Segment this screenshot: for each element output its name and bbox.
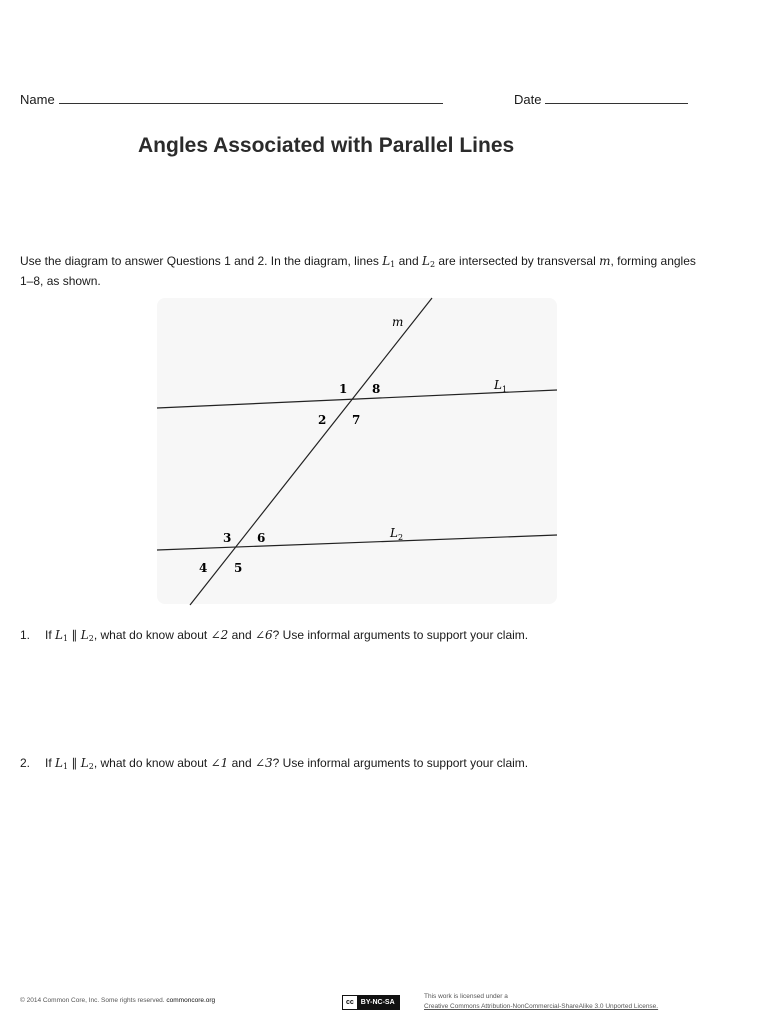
license-badge-text: BY-NC-SA — [357, 996, 399, 1009]
license-link[interactable]: Creative Commons Attribution-NonCommercial-ShareAlike 3.0 Unported License. — [424, 1003, 659, 1010]
angle-4-label: 4 — [199, 561, 208, 575]
angle-5-label: 5 — [234, 561, 243, 575]
intro-part1: Use the diagram to answer Questions 1 and 2. In the diagram, lines — [20, 254, 383, 268]
angle-ref: ∠2 — [210, 628, 229, 642]
angle-7-label: 7 — [352, 413, 361, 427]
transversal-m — [190, 298, 432, 605]
question-1 — [20, 628, 528, 643]
angle-6-label: 6 — [257, 531, 266, 545]
angle-ref: ∠3 — [254, 756, 273, 770]
name-label: Name — [20, 92, 55, 107]
footer-site-link[interactable]: commoncore.org — [166, 997, 216, 1004]
question-text: and — [228, 756, 255, 770]
question-text: ? Use informal arguments to support your claim. — [272, 628, 529, 642]
footer-license — [424, 992, 658, 1012]
cc-license-badge[interactable] — [342, 995, 400, 1010]
intro-part3: , forming angles 1–8, as shown. — [20, 254, 696, 288]
angle-8-label: 8 — [372, 382, 381, 396]
parallel-symbol: ∥ — [68, 756, 81, 770]
angle-ref: ∠6 — [254, 628, 273, 642]
question-text: and — [228, 628, 255, 642]
page-title: Angles Associated with Parallel Lines — [138, 134, 515, 157]
intro-line-l2: $L_2$ — [421, 254, 436, 269]
footer-copyright: © 2014 Common Core, Inc. Some rights reserved. commoncore.org — [20, 997, 216, 1004]
question-text: If — [45, 628, 56, 642]
line-l2-ref: $L_2$ — [80, 756, 94, 771]
line-l1-ref: $L_1$ — [55, 628, 69, 643]
question-text: , what do know about — [93, 628, 211, 642]
angle-1-label: 1 — [339, 382, 348, 396]
angle-3-label: 3 — [223, 531, 232, 545]
intro-part2: are intersected by transversal — [435, 254, 600, 268]
question-number: 2. — [20, 756, 31, 770]
line-l2 — [157, 535, 557, 550]
date-label: Date — [514, 92, 542, 107]
angle-ref: ∠1 — [210, 756, 229, 770]
line-l2-label: $L_2$ — [390, 526, 404, 542]
intro-and: and — [395, 254, 422, 268]
question-number: 1. — [20, 628, 31, 642]
question-2 — [20, 756, 528, 771]
line-l2-ref: $L_2$ — [80, 628, 94, 643]
angle-2-label: 2 — [318, 413, 327, 427]
intro-line-l1: $L_1$ — [382, 254, 396, 269]
question-text: ? Use informal arguments to support your claim. — [272, 756, 529, 770]
cc-icon: cc — [343, 996, 357, 1009]
question-text: If — [45, 756, 56, 770]
license-line-1: This work is licensed under a — [424, 993, 508, 1000]
parallel-symbol: ∥ — [68, 628, 81, 642]
line-l1-ref: $L_1$ — [55, 756, 69, 771]
transversal-label: m — [392, 315, 404, 329]
line-l1-label: $L_1$ — [494, 378, 508, 394]
question-text: , what do know about — [93, 756, 211, 770]
intro-transversal: m — [599, 254, 611, 268]
